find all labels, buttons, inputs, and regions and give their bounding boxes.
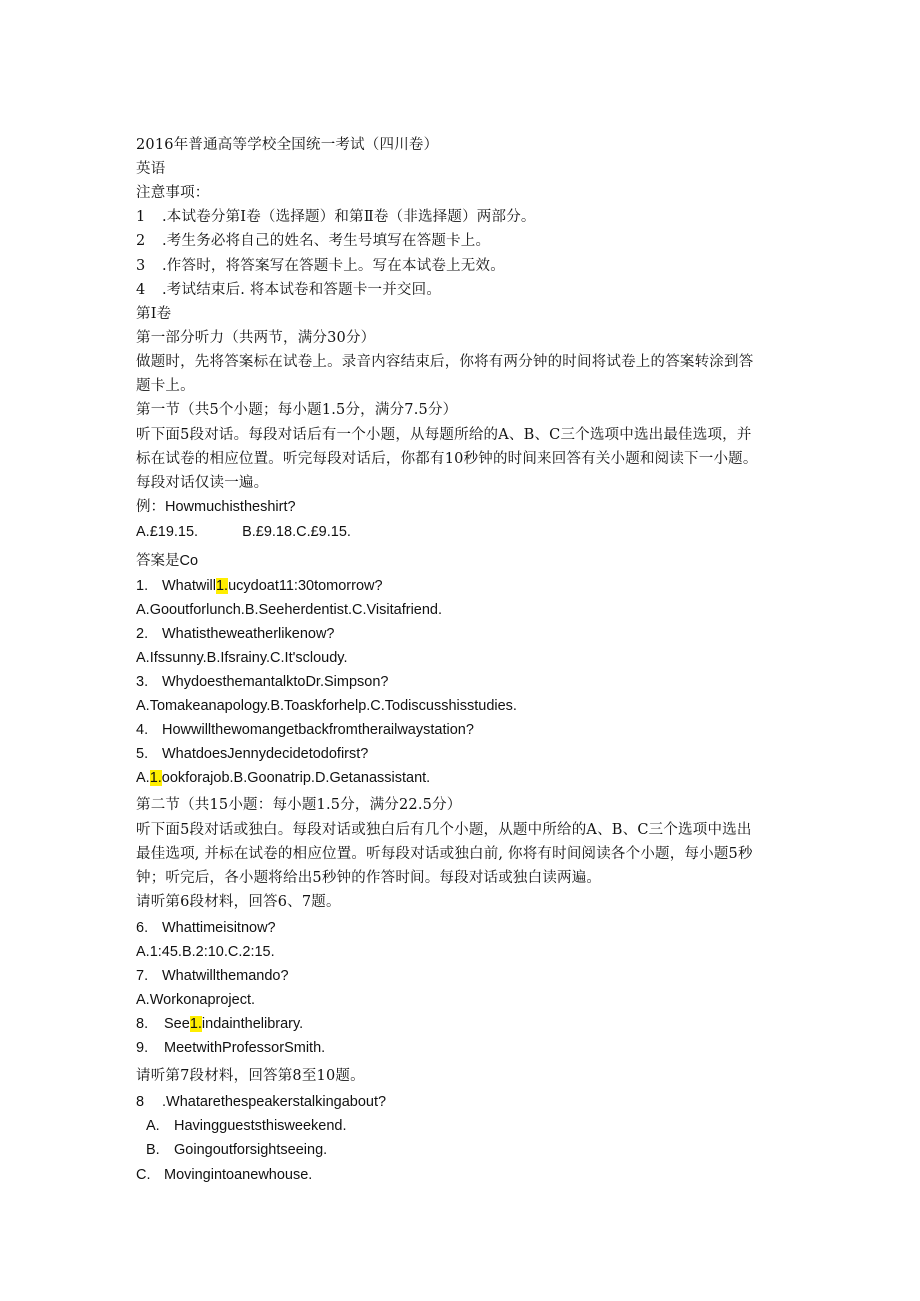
question-number: 6. bbox=[136, 920, 149, 936]
question-3 bbox=[136, 672, 796, 692]
highlight-mark: 1. bbox=[189, 1016, 202, 1032]
option-text: Goingoutforsightseeing. bbox=[174, 1142, 328, 1158]
highlight-mark: 1. bbox=[215, 578, 229, 594]
question-number: 5. bbox=[136, 746, 149, 762]
question-7-option: A.Workonaproject. bbox=[136, 992, 256, 1008]
note-number: 3 bbox=[136, 258, 146, 274]
section2-heading: 第二节（共15小题：每小题1.5分，满分22.5分） bbox=[136, 797, 462, 813]
section2-instruction: 钟；听完后，各小题将给出5秒钟的作答时间。每段对话或独白读两遍。 bbox=[136, 870, 602, 886]
question-number: 7. bbox=[136, 968, 149, 984]
volume-heading: 第Ⅰ卷 bbox=[136, 306, 172, 322]
option-letter: C. bbox=[136, 1167, 151, 1183]
note-text: .考生务必将自己的姓名、考生号填写在答题卡上。 bbox=[162, 233, 491, 249]
question-text: Whatistheweatherlikenow? bbox=[162, 626, 335, 642]
question-text: indainthelibrary. bbox=[201, 1016, 304, 1032]
option-text: ookforajob.B.Goonatrip.D.Getanassistant. bbox=[161, 770, 431, 786]
question-text: WhatdoesJennydecidetodofirst? bbox=[162, 746, 369, 762]
option-b bbox=[146, 1140, 806, 1160]
question-6 bbox=[136, 918, 796, 938]
note-number: 4 bbox=[136, 282, 146, 298]
notes-heading: 注意事项： bbox=[136, 185, 210, 201]
section1-instruction: 标在试卷的相应位置。听完每段对话后，你都有10秒钟的时间来回答有关小题和阅读下一小题。 bbox=[136, 451, 758, 467]
section2-instruction: 最佳选项, 并标在试卷的相应位置。听每段对话或独白前, 你将有时间阅读各个小题，每小题5秒 bbox=[136, 846, 753, 862]
note-text: .作答时，将答案写在答题卡上。写在本试卷上无效。 bbox=[162, 258, 505, 274]
part1-instruction: 做题时，先将答案标在试卷上。录音内容结束后，你将有两分钟的时间将试卷上的答案转涂到答 bbox=[136, 354, 754, 370]
example-option-a: A.£19.15. bbox=[136, 524, 199, 540]
exam-title: 2016年普通高等学校全国统一考试（四川卷） bbox=[136, 137, 439, 153]
question-number: 1. bbox=[136, 578, 149, 594]
question-4 bbox=[136, 720, 796, 740]
question-text: .Whatarethespeakerstalkingabout? bbox=[162, 1094, 387, 1110]
question-1-options: A.Gooutforlunch.B.Seeherdentist.C.Visitafriend. bbox=[136, 602, 443, 618]
section1-heading: 第一节（共5个小题；每小题1.5分，满分7.5分） bbox=[136, 402, 458, 418]
question-2 bbox=[136, 624, 796, 644]
part1-instruction: 题卡上。 bbox=[136, 378, 195, 394]
question-3-options: A.Tomakeanapology.B.Toaskforhelp.C.Todiscusshisstudies. bbox=[136, 698, 517, 714]
example-options bbox=[136, 522, 796, 542]
note-number: 2 bbox=[136, 233, 146, 249]
question-5-options bbox=[136, 768, 796, 788]
note-item bbox=[136, 231, 796, 251]
option-text: Havinggueststhisweekend. bbox=[174, 1118, 347, 1134]
question-2-options: A.Ifssunny.B.Ifsrainy.C.It'scloudy. bbox=[136, 650, 348, 666]
note-item bbox=[136, 256, 796, 276]
question-number: 8 bbox=[136, 1094, 145, 1110]
question-1 bbox=[136, 576, 796, 596]
option-text: Movingintoanewhouse. bbox=[164, 1167, 313, 1183]
question-text: Howwillthewomangetbackfromtherailwaystation? bbox=[162, 722, 474, 738]
question-8b bbox=[136, 1092, 796, 1112]
example-question: 例：Howmuchistheshirt? bbox=[136, 499, 296, 515]
question-9 bbox=[136, 1038, 796, 1058]
question-6-options: A.1:45.B.2:10.C.2:15. bbox=[136, 944, 275, 960]
section1-instruction: 每段对话仅读一遍。 bbox=[136, 475, 269, 491]
option-letter: B. bbox=[146, 1142, 160, 1158]
section1-instruction: 听下面5段对话。每段对话后有一个小题，从每题所给的A、B、C三个选项中选出最佳选项，并 bbox=[136, 427, 752, 443]
question-text: See bbox=[164, 1016, 190, 1032]
material-7-heading: 请听第7段材料，回答第8至10题。 bbox=[136, 1068, 365, 1084]
example-option-bc: B.£9.18.C.£9.15. bbox=[242, 524, 351, 540]
note-item bbox=[136, 280, 796, 300]
question-number: 4. bbox=[136, 722, 149, 738]
note-text: .本试卷分第Ⅰ卷（选择题）和第Ⅱ卷（非选择题）两部分。 bbox=[162, 209, 536, 225]
option-c bbox=[136, 1165, 796, 1185]
question-text: Whatwillthemando? bbox=[162, 968, 289, 984]
question-7 bbox=[136, 966, 796, 986]
question-text: Whattimeisitnow? bbox=[162, 920, 276, 936]
section2-instruction: 听下面5段对话或独白。每段对话或独白后有几个小题，从题中所给的A、B、C三个选项中选出 bbox=[136, 822, 752, 838]
question-8 bbox=[136, 1014, 796, 1034]
note-number: 1 bbox=[136, 209, 146, 225]
note-text: .考试结束后. 将本试卷和答题卡一并交回。 bbox=[162, 282, 442, 298]
question-text: WhydoesthemantalktoDr.Simpson? bbox=[162, 674, 389, 690]
highlight-mark: 1. bbox=[149, 770, 162, 786]
option-letter: A. bbox=[146, 1118, 160, 1134]
question-number: 8. bbox=[136, 1016, 149, 1032]
question-number: 2. bbox=[136, 626, 149, 642]
question-text: MeetwithProfessorSmith. bbox=[164, 1040, 326, 1056]
material-6-heading: 请听第6段材料，回答6、7题。 bbox=[136, 894, 341, 910]
subject-label: 英语 bbox=[136, 161, 166, 177]
question-5 bbox=[136, 744, 796, 764]
question-number: 3. bbox=[136, 674, 149, 690]
part1-heading: 第一部分听力（共两节，满分30分） bbox=[136, 330, 376, 346]
question-text: Whatwill bbox=[162, 578, 216, 594]
question-text: ucydoat11:30tomorrow? bbox=[228, 578, 383, 594]
option-a bbox=[146, 1116, 806, 1136]
option-letter: A. bbox=[136, 770, 150, 786]
note-item bbox=[136, 207, 796, 227]
question-number: 9. bbox=[136, 1040, 149, 1056]
example-answer: 答案是Co bbox=[136, 553, 199, 569]
